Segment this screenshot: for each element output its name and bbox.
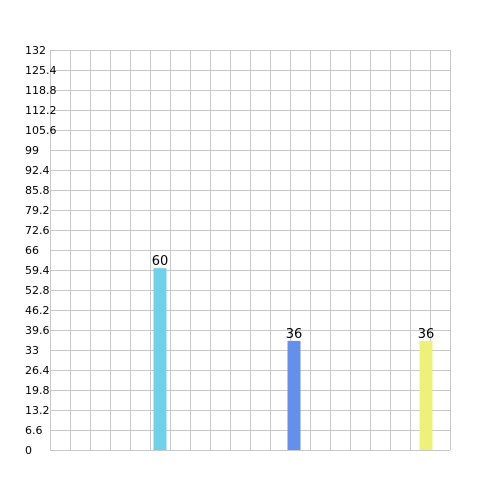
data-label-2: 36 (285, 326, 303, 342)
y-tick-label: 66 (25, 244, 39, 257)
y-tick-label: 13.2 (25, 404, 50, 417)
y-tick-label: 26.4 (25, 364, 50, 377)
gridlines (50, 50, 451, 451)
y-tick-label: 85.8 (25, 184, 50, 197)
y-tick-label: 112.2 (25, 104, 57, 117)
y-tick-label: 19.8 (25, 384, 50, 397)
y-tick-label: 52.8 (25, 284, 50, 297)
y-tick-label: 118.8 (25, 84, 57, 97)
y-tick-label: 105.6 (25, 124, 57, 137)
y-tick-label: 79.2 (25, 204, 50, 217)
y-tick-label: 6.6 (25, 424, 43, 437)
data-labels (152, 254, 435, 342)
bar-2 (288, 341, 301, 450)
y-tick-label: 33 (25, 344, 39, 357)
bar-3 (420, 341, 433, 450)
y-tick-label: 46.2 (25, 304, 50, 317)
data-label-1: 60 (151, 254, 169, 270)
y-tick-label: 125.4 (25, 64, 57, 77)
data-label-3: 36 (417, 326, 435, 342)
y-tick-label: 132 (25, 44, 46, 57)
y-tick-label: 39.6 (25, 324, 50, 337)
y-tick-label: 59.4 (25, 264, 50, 277)
y-tick-label: 92.4 (25, 164, 50, 177)
y-tick-label: 99 (25, 144, 39, 157)
y-tick-label: 72.6 (25, 224, 50, 237)
y-tick-label: 0 (25, 444, 32, 457)
bar-1 (154, 268, 167, 450)
